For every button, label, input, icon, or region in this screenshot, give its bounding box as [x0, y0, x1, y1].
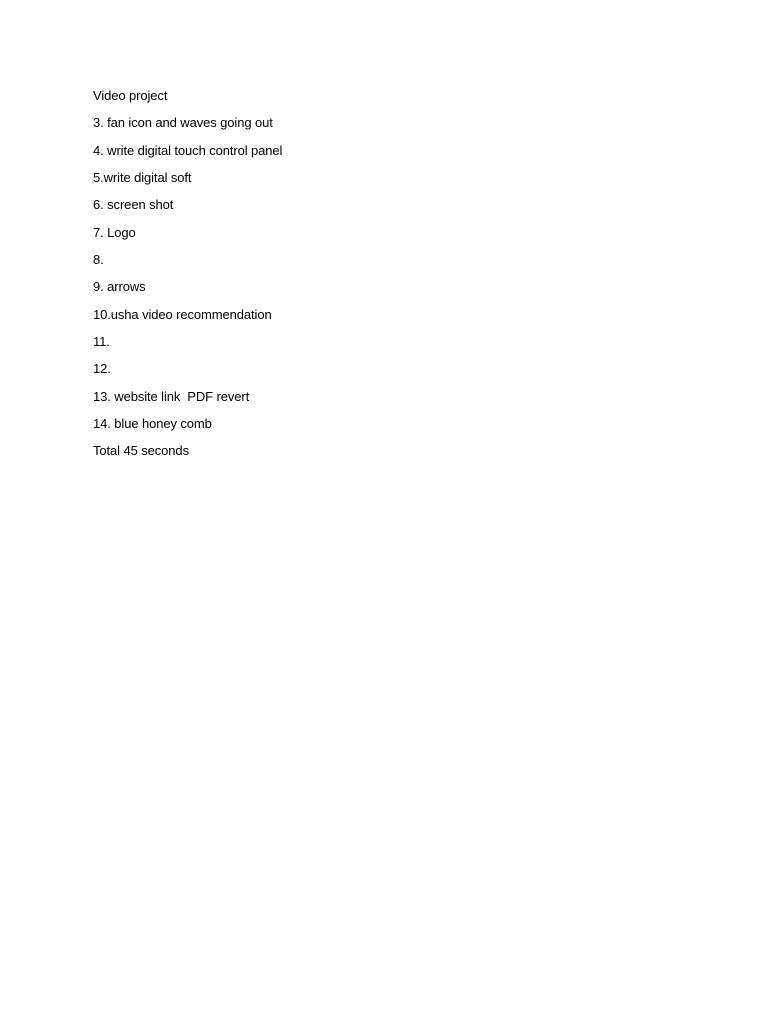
list-item-9: 9. arrows — [93, 279, 146, 295]
list-item-11: 11. — [93, 334, 110, 350]
list-item-12: 12. — [93, 361, 111, 377]
total-duration: Total 45 seconds — [93, 443, 189, 459]
document-title: Video project — [93, 88, 168, 103]
list-item-14: 14. blue honey comb — [93, 416, 212, 432]
document-body — [93, 86, 693, 469]
list-item-8: 8. — [93, 252, 104, 268]
list-item-10: 10.usha video recommendation — [93, 306, 272, 322]
list-item-4: 4. write digital touch control panel — [93, 142, 283, 158]
list-item-7: 7. Logo — [93, 224, 136, 240]
list-item-5: 5.write digital soft — [93, 170, 192, 186]
list-item-13: 13. website link PDF revert — [93, 388, 250, 404]
list-item-6: 6. screen shot — [93, 197, 174, 213]
list-item-3: 3. fan icon and waves going out — [93, 115, 273, 131]
